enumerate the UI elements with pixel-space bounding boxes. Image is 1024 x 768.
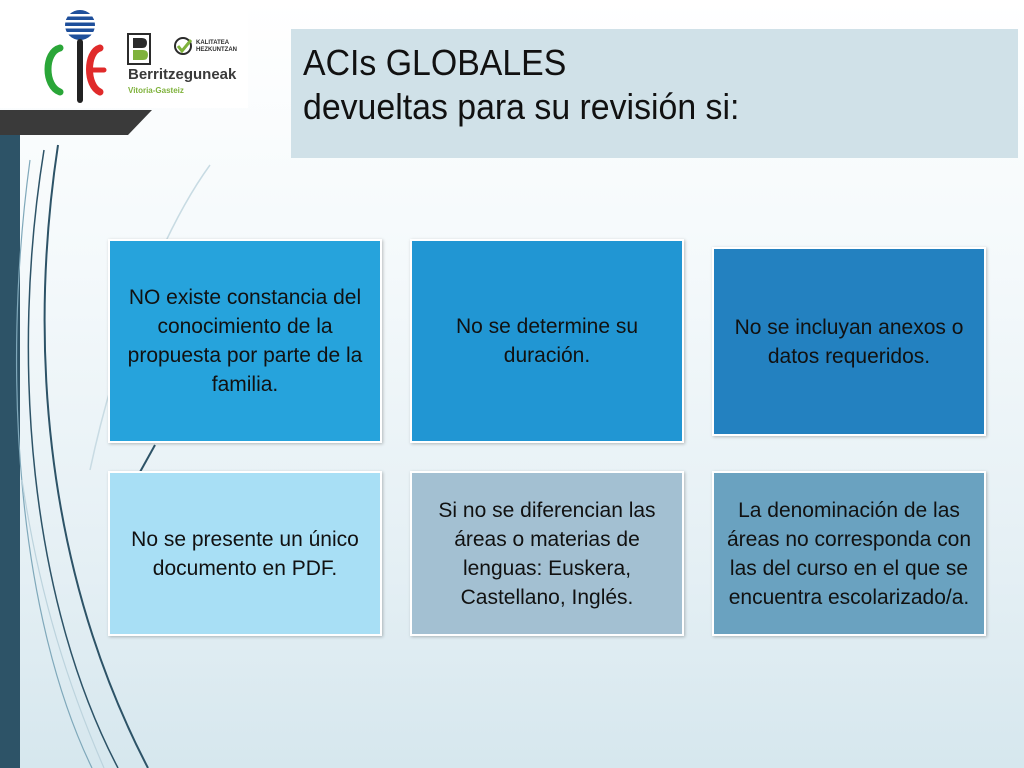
globe-icon [65, 10, 95, 40]
card-text: No se presente un único documento en PDF. [131, 527, 359, 580]
left-sidebar-bar [0, 135, 20, 768]
card-text: No se determine su duración. [455, 315, 639, 367]
ie-emblem-icon [48, 42, 104, 100]
top-wedge [0, 110, 152, 135]
org-name: Berritzeguneak [128, 66, 237, 83]
quality-badge-text: KALITATEA HEZKUNTZAN [196, 40, 237, 53]
card-text: Si no se diferencian las áreas o materias de lenguas: Euskera, Castellano, Inglés. [438, 498, 656, 609]
card-text: No se incluyan anexos o datos requeridos. [734, 315, 964, 368]
logo-graphic [0, 0, 248, 108]
slide-subtitle: devueltas para su revisión si: [303, 86, 740, 127]
card-text: La denominación de las áreas no corresponda con las del curso en el que se encuentra escolarizado/a. [727, 498, 971, 609]
logo-block [0, 0, 248, 108]
criterion-card-annexes [712, 247, 986, 436]
criterion-card-family-consent [108, 239, 382, 443]
criterion-card-language-areas [410, 471, 684, 636]
criterion-card-area-names [712, 471, 986, 636]
title-box [291, 29, 1018, 158]
quality-badge-icon [175, 38, 191, 54]
card-text: NO existe constancia del conocimiento de la propuesta por parte de la familia. [127, 286, 363, 396]
criterion-card-single-pdf [108, 471, 382, 636]
berritzegune-b-icon [128, 34, 150, 64]
swoosh-line-4 [140, 445, 155, 472]
slide-title: ACIs GLOBALES [303, 42, 567, 83]
swoosh-line-2 [28, 150, 118, 768]
criterion-card-duration [410, 239, 684, 443]
org-location: Vitoria-Gasteiz [128, 86, 184, 95]
